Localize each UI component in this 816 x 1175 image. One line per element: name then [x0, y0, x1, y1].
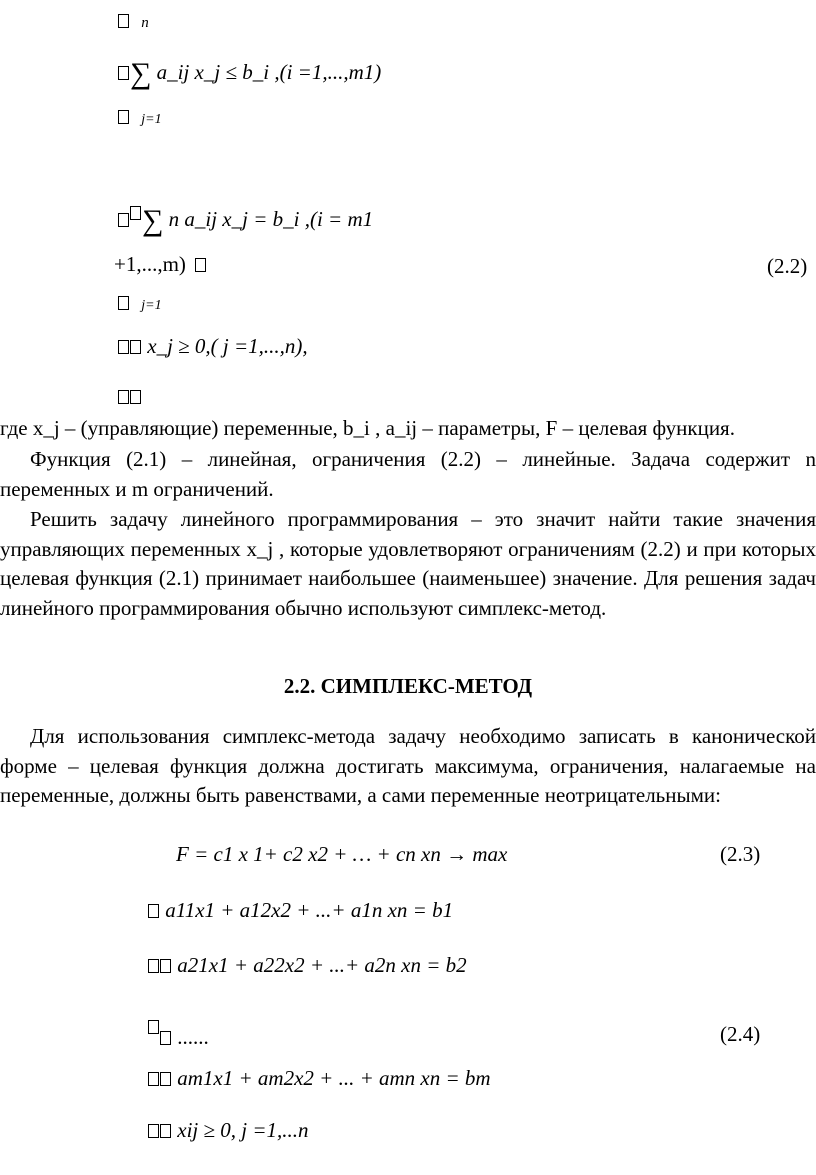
bracket-glyph [130, 340, 141, 354]
bracket-glyph [118, 296, 129, 310]
bracket-glyph [118, 110, 129, 124]
bracket-glyph [118, 340, 129, 354]
bracket-glyph [160, 1072, 171, 1086]
system1-line-8 [118, 384, 142, 408]
para-where: где x_j – (управляющие) переменные, b_i , a_ij – параметры, F – целевая функция. [0, 416, 735, 440]
bracket-glyph [148, 1020, 159, 1034]
system1-l3: j=1 [141, 112, 162, 127]
bracket-glyph [160, 1031, 171, 1045]
objective-number: (2.3) [720, 842, 761, 866]
system2-row-4 [148, 1066, 491, 1090]
objective-formula: F = c1 x 1+ c2 x2 + … + cn xn → max [176, 842, 508, 866]
bracket-glyph [160, 1124, 171, 1138]
bracket-glyph [118, 213, 129, 227]
bracket-glyph [118, 66, 129, 80]
system2-r4: am1x1 + am2x2 + ... + amn xn = bm [177, 1066, 491, 1090]
section-title: 2.2. СИМПЛЕКС-МЕТОД [283, 674, 533, 698]
para-simplex: Для использования симплекс-метода задачу необходимо записать в канонической форме – целевая функция должна достигать максимума, ограничения, налагаемые на переменные, должны быть равенствами, а сами переменные неотрицательными: [0, 724, 816, 807]
system1-line-2 [118, 57, 382, 90]
para-function: Функция (2.1) – линейная, ограничения (2.2) – линейные. Задача содержит n переменных и m ограничений. [0, 447, 816, 501]
system1-eq-number: (2.2) [767, 254, 808, 278]
bracket-glyph [148, 959, 159, 973]
bracket-glyph [130, 206, 141, 220]
system1-line-3 [118, 104, 162, 132]
para-solve: Решить задачу линейного программирования – это значит найти такие значения управляющих переменных x_j , которые удовлетворяют ограничениям (2.2) и при которых целевая функция (2.1) принимает наибольшее (наименьшее) значение. Для решения задач линейного программирования обычно используют симплекс-метод. [0, 507, 816, 620]
system2-row-2 [148, 953, 467, 977]
bracket-glyph [148, 1124, 159, 1138]
system1-l2: a_ij x_j ≤ b_i ,(i =1,...,m1) [156, 60, 382, 84]
bracket-glyph [195, 258, 206, 272]
system1-line-1 [118, 8, 149, 35]
system1-l4: n a_ij x_j = b_i ,(i = m1 [168, 207, 374, 231]
system2-row-5 [148, 1118, 309, 1142]
bracket-glyph [160, 959, 171, 973]
bracket-glyph [130, 390, 141, 404]
bracket-glyph [118, 390, 129, 404]
system1-line-6 [118, 290, 162, 318]
system1-line-4 [118, 204, 374, 237]
system2-row-3 [148, 1020, 209, 1049]
bracket-glyph [148, 904, 159, 918]
bracket-glyph [148, 1072, 159, 1086]
system1-line-7 [118, 334, 308, 358]
system1-l7: x_j ≥ 0,( j =1,...,n), [147, 334, 308, 358]
system2-r3: ...... [177, 1025, 209, 1049]
bracket-glyph [118, 14, 129, 28]
system1-l5: +1,...,m) [114, 252, 186, 276]
system1-l6: j=1 [141, 298, 162, 313]
system2-r5: xij ≥ 0, j =1,...n [177, 1118, 309, 1142]
system2-row-1 [148, 898, 453, 922]
sum-symbol: ∑ [130, 57, 152, 90]
system1-l1: n [141, 15, 149, 31]
system1-line-5 [114, 252, 207, 276]
system2-eq-number: (2.4) [720, 1022, 761, 1046]
sum-symbol: ∑ [142, 204, 164, 237]
system2-r1: a11x1 + a12x2 + ...+ a1n xn = b1 [165, 898, 454, 922]
system2-r2: a21x1 + a22x2 + ...+ a2n xn = b2 [177, 953, 467, 977]
